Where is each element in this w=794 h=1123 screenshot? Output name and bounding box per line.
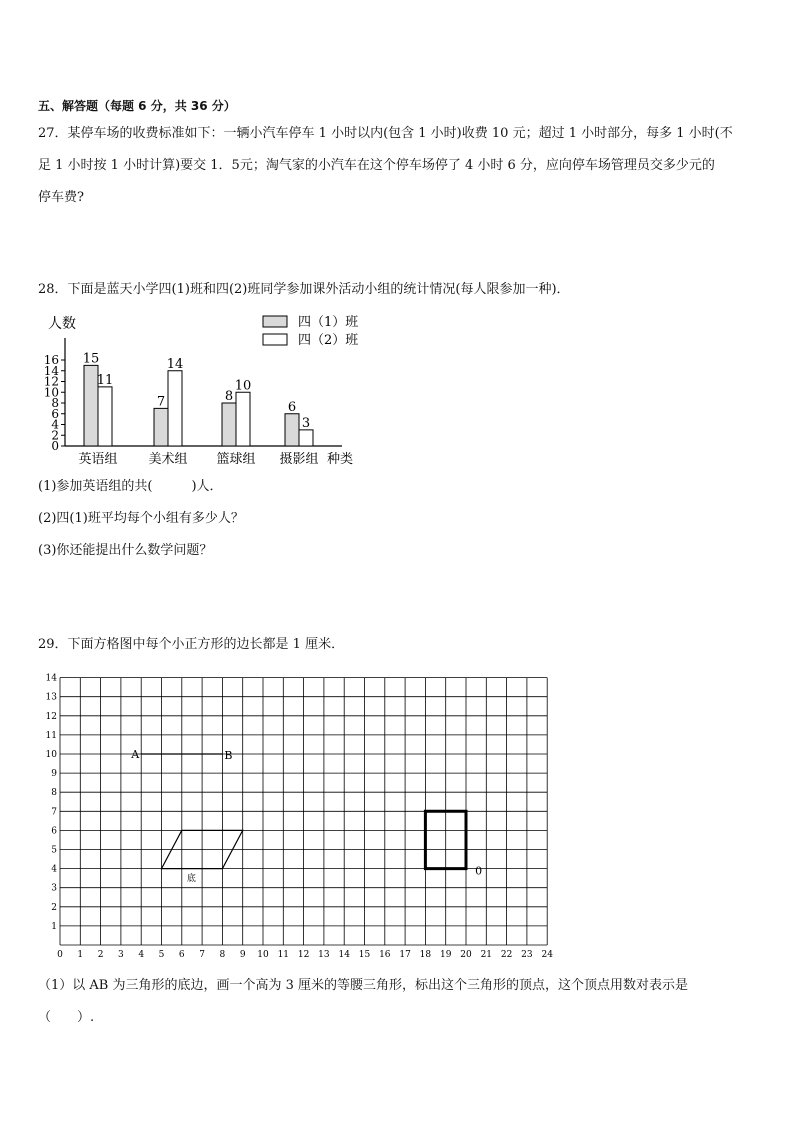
y-tick-label: 10: [43, 385, 59, 400]
bar: [222, 403, 236, 446]
data-label: 3: [301, 415, 311, 431]
x-tick-label: 19: [439, 950, 452, 960]
bar: [154, 408, 168, 446]
x-tick-label: 24: [541, 950, 553, 960]
legend-label: 四（1）班: [298, 315, 359, 330]
q29-sub1-line-2: （ ）.: [38, 1010, 95, 1025]
y-tick-label: 11: [45, 730, 57, 741]
category-label: 美术组: [148, 452, 188, 467]
bar: [236, 392, 250, 446]
category-label: 篮球组: [216, 452, 256, 467]
y-tick-label: 1: [51, 921, 57, 932]
category-label: 英语组: [78, 452, 118, 467]
data-label: 8: [224, 389, 234, 404]
x-tick-label: 18: [419, 950, 432, 960]
x-axis-label: 种类: [327, 452, 354, 467]
data-label: 15: [82, 351, 100, 367]
x-tick-label: 17: [399, 950, 411, 960]
y-tick-label: 8: [51, 788, 57, 799]
legend-label: 四（2）班: [298, 333, 359, 348]
coordinate-grid: [30, 665, 590, 965]
bar: [98, 387, 112, 446]
x-tick-label: 3: [118, 950, 124, 960]
y-tick-label: 5: [51, 845, 57, 856]
q28-sub3: (3)你还能提出什么数学问题？: [38, 543, 213, 558]
data-label: 6: [287, 399, 297, 415]
point-a-label: A: [131, 748, 140, 761]
y-tick-label: 2: [51, 902, 57, 913]
q27-line-1: 27．某停车场的收费标准如下：一辆小汽车停车 1 小时以内(包含 1 小时)收费 10 元；超过 1 小时部分，每多 1 小时(不: [38, 126, 733, 141]
x-tick-label: 23: [521, 950, 533, 960]
x-tick-label: 16: [379, 950, 391, 960]
x-tick-label: 8: [219, 950, 226, 960]
x-tick-label: 4: [138, 950, 145, 960]
x-tick-label: 12: [297, 950, 310, 960]
q28-sub1: (1)参加英语组的共( )人．: [38, 479, 223, 494]
q29-stem: 29．下面方格图中每个小正方形的边长都是 1 厘米．: [38, 637, 345, 652]
y-tick-label: 13: [45, 692, 57, 703]
x-tick-label: 5: [158, 950, 165, 960]
y-tick-label: 14: [45, 673, 57, 684]
data-label: 7: [156, 394, 166, 410]
y-tick-label: 12: [43, 374, 59, 389]
q28-sub2: (2)四(1)班平均每个小组有多少人？: [38, 511, 244, 526]
y-tick-label: 2: [51, 428, 59, 443]
x-tick-label: 7: [199, 950, 205, 960]
x-tick-label: 20: [460, 950, 472, 960]
bar: [299, 430, 313, 446]
y-tick-label: 4: [51, 864, 57, 875]
bar: [285, 414, 299, 446]
category-label: 摄影组: [279, 452, 319, 467]
section-title: 五、解答题（每题 6 分，共 36 分）: [38, 99, 236, 113]
x-tick-label: 10: [257, 950, 269, 960]
bar: [168, 371, 182, 446]
x-tick-label: 2: [97, 950, 104, 960]
legend-swatch: [263, 316, 287, 327]
x-tick-label: 21: [480, 950, 493, 960]
legend-swatch: [263, 334, 287, 345]
y-tick-label: 6: [51, 406, 59, 421]
y-tick-label: 14: [43, 363, 59, 378]
y-tick-label: 12: [45, 711, 57, 722]
x-tick-label: 6: [178, 950, 185, 960]
x-tick-label: 9: [239, 950, 246, 960]
data-label: 10: [234, 378, 252, 394]
x-tick-label: 0: [57, 950, 63, 960]
q27-line-3: 停车费?: [38, 190, 84, 205]
y-axis-label: 人数: [48, 316, 76, 332]
x-tick-label: 22: [500, 950, 513, 960]
data-label: 14: [166, 356, 184, 372]
y-tick-label: 0: [51, 439, 59, 453]
bar-chart: [34, 308, 374, 468]
y-tick-label: 9: [51, 769, 57, 780]
y-tick-label: 6: [51, 826, 57, 837]
parallelogram-label: 底: [186, 874, 196, 885]
x-tick-label: 13: [318, 950, 330, 960]
rectangle-label: 0: [475, 864, 483, 878]
q28-stem: 28．下面是蓝天小学四(1)班和四(2)班同学参加课外活动小组的统计情况(每人限参加一种)．: [38, 282, 570, 297]
x-tick-label: 11: [277, 950, 290, 960]
y-tick-label: 7: [51, 807, 57, 818]
point-b-label: B: [224, 749, 233, 762]
y-tick-label: 10: [45, 750, 57, 760]
y-tick-label: 4: [51, 417, 59, 432]
x-tick-label: 1: [77, 950, 84, 960]
q27-line-2: 足 1 小时按 1 小时计算)要交 1．5元；淘气家的小汽车在这个停车场停了 4 小时 6 分，应向停车场管理员交多少元的: [38, 158, 715, 173]
data-label: 11: [96, 372, 114, 388]
x-tick-label: 14: [338, 950, 350, 960]
x-tick-label: 15: [358, 950, 371, 960]
y-tick-label: 3: [51, 883, 57, 894]
y-tick-label: 16: [43, 353, 59, 367]
y-tick-label: 8: [51, 396, 59, 410]
q29-sub1-line-1: （1）以 AB 为三角形的底边，画一个高为 3 厘米的等腰三角形，标出这个三角形的顶点，这个顶点用数对表示是: [38, 978, 689, 993]
